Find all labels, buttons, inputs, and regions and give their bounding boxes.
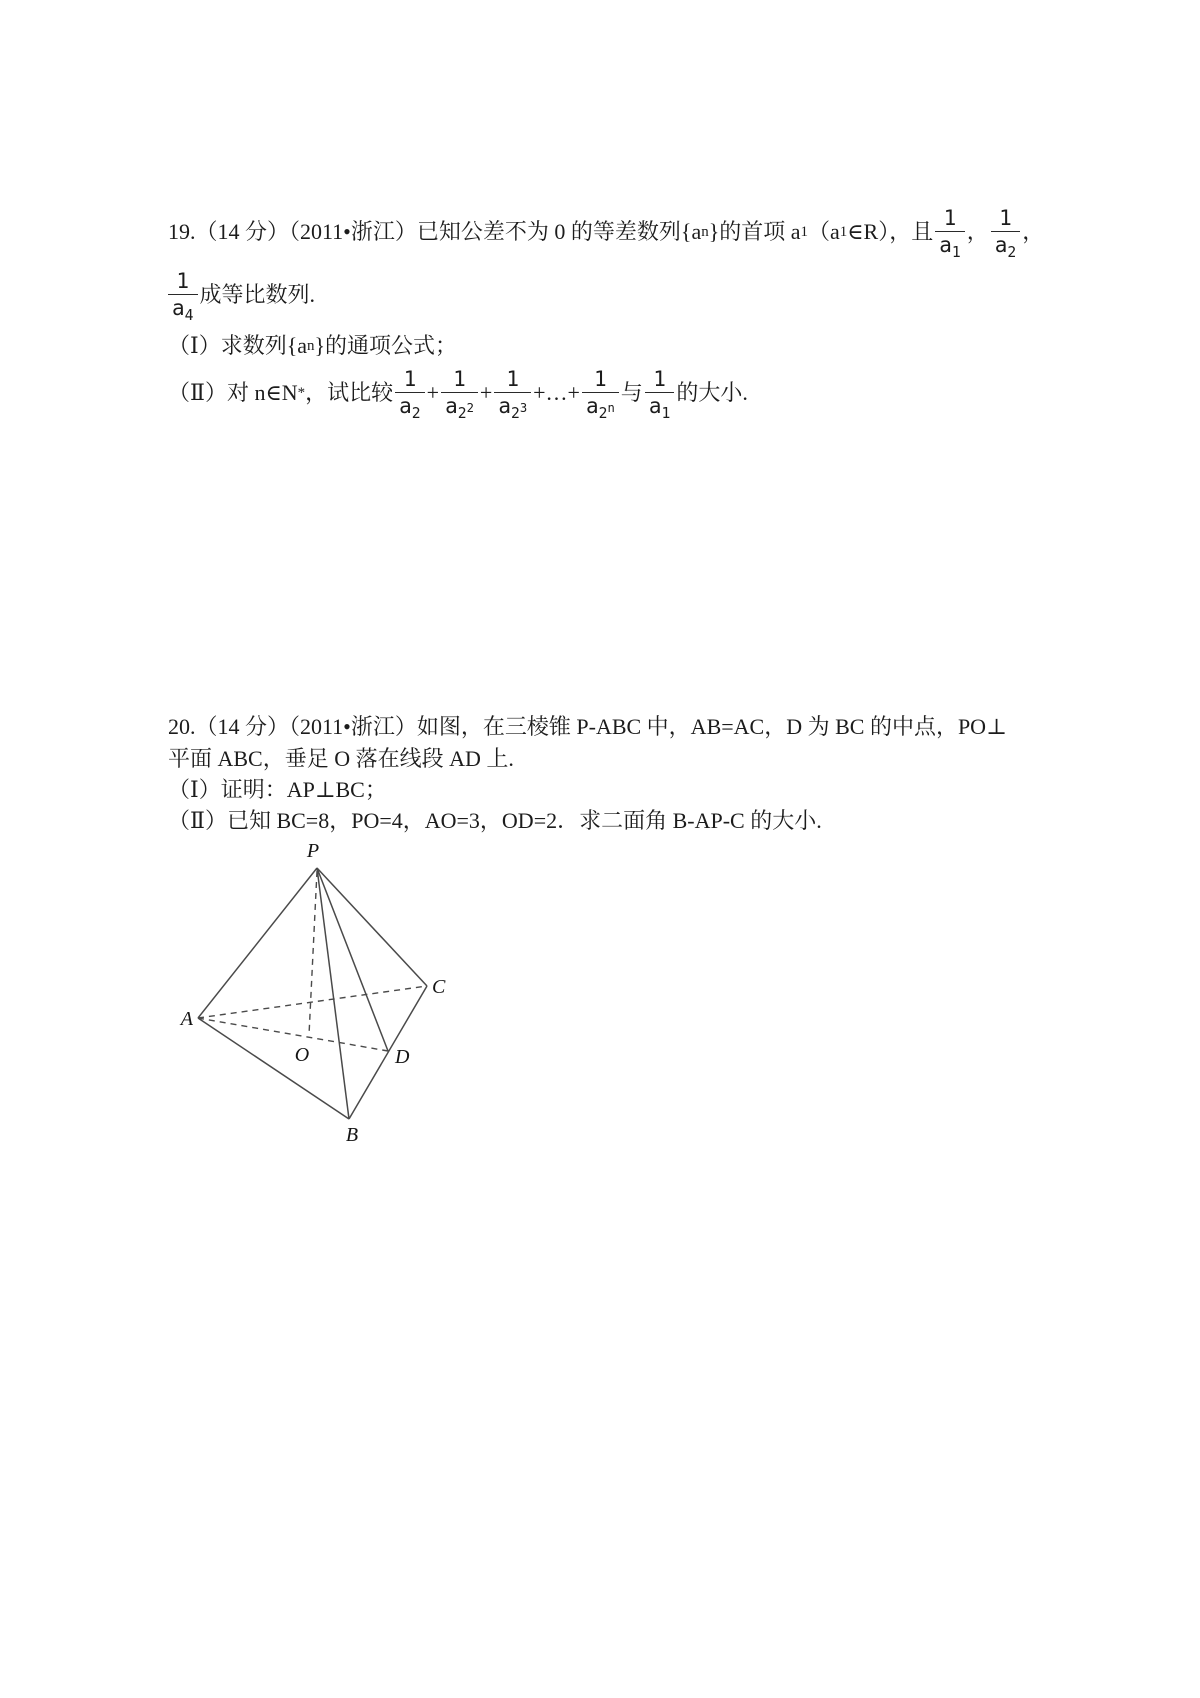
p19-l3-text2: }的通项公式； [314, 333, 458, 359]
p19-l1-text1: 19.（14 分）（2011•浙江）已知公差不为 0 的等差数列{a [168, 219, 702, 245]
vertex-label-O: O [294, 1044, 310, 1066]
vertex-label-P: P [306, 840, 320, 862]
p19-l4-text2: ，试比较 [305, 380, 394, 406]
fraction-1-over-a2: $\frac{1}{a_2}$ [395, 369, 425, 417]
edge-PB [317, 868, 349, 1119]
p19-l4-plus1: + [426, 380, 440, 406]
edge-AC-dashed [198, 986, 427, 1018]
p19-l4-plus-ellipsis: +…+ [533, 380, 580, 406]
tetrahedron-figure [160, 835, 470, 1155]
p19-l4-text1: （Ⅱ）对 n∈N [168, 380, 298, 406]
p19-l4-text4: 的大小. [676, 380, 748, 406]
vertex-label-D: D [395, 1046, 410, 1068]
p19-l1-text3: （a [808, 219, 840, 245]
fraction-1-over-a2pow3: $\frac{1}{a_23}$ [494, 369, 531, 417]
fraction-1-over-a1: $\frac{1}{a_1}$ [645, 369, 675, 417]
fraction-1-over-a2pown: $\frac{1}{a_2n}$ [582, 369, 619, 417]
p20-l3-text: （Ⅰ）证明：AP⊥BC； [168, 777, 387, 803]
vertex-label-A: A [180, 1008, 193, 1030]
p19-l1-text4: ∈R），且 [847, 219, 934, 245]
p19-l1-text2: }的首项 a [708, 219, 801, 245]
p20-l1-text: 20.（14 分）（2011•浙江）如图，在三棱锥 P-ABC 中，AB=AC，D 为 BC 的中点，PO⊥ [168, 714, 1007, 740]
p19-l3-text1: （Ⅰ）求数列{a [168, 333, 308, 359]
fraction-1-over-a4: $\frac{1}{a_4}$ [168, 271, 198, 319]
vertex-label-C: C [432, 976, 446, 998]
edge-AD-dashed [198, 1018, 388, 1051]
p20-l4-text: （Ⅱ）已知 BC=8，PO=4，AO=3，OD=2．求二面角 B-AP-C 的大小. [168, 808, 822, 834]
p19-l4-plus2: + [479, 380, 493, 406]
problem20-line2 [168, 744, 514, 774]
p19-l2-text: 成等比数列. [199, 282, 316, 308]
problem20-line3 [168, 775, 387, 805]
edge-BC [349, 986, 427, 1119]
problem20-line4 [168, 806, 822, 836]
dashed-edges [198, 871, 427, 1051]
edge-PD [317, 868, 388, 1051]
p19-l1-comma1: ， [966, 219, 989, 245]
p19-l4-text3: 与 [620, 380, 643, 406]
problem19-line1: 19.（14 分）（2011•浙江）已知公差不为 0 的等差数列{a n }的首项 a 1 （a 1 ∈R），且 $\frac{1}{a_1}$ ， $\frac{1}{a_2}$ ， [168, 206, 1045, 261]
tetrahedron-svg [160, 835, 470, 1155]
edge-PO-dashed [309, 871, 317, 1035]
solid-edges [198, 868, 427, 1119]
vertex-label-B: B [345, 1124, 359, 1146]
problem19-line2 [168, 262, 315, 328]
edge-PA [198, 868, 317, 1018]
fraction-1-over-a1: $\frac{1}{a_1}$ [935, 208, 965, 256]
fraction-1-over-a2pow2: $\frac{1}{a_22}$ [441, 369, 478, 417]
problem20-line1 [168, 712, 1007, 742]
p20-l2-text: 平面 ABC，垂足 O 落在线段 AD 上. [168, 746, 514, 772]
p19-l1-comma2: ， [1022, 219, 1045, 245]
fraction-1-over-a2: $\frac{1}{a_2}$ [991, 208, 1021, 256]
edge-AB [198, 1018, 349, 1119]
problem19-line4: （Ⅱ）对 n∈N * ，试比较 $\frac{1}{a_2}$ + $\frac{1}{a_22}$ + $\frac{1}{a_23}$ +…+ $\frac{1}{a_2n}$ 与 $\frac{1}{a_1}$ 的大小. [168, 367, 748, 422]
edge-PC [317, 868, 427, 986]
problem19-line3: （Ⅰ）求数列{a n }的通项公式； [168, 333, 458, 359]
